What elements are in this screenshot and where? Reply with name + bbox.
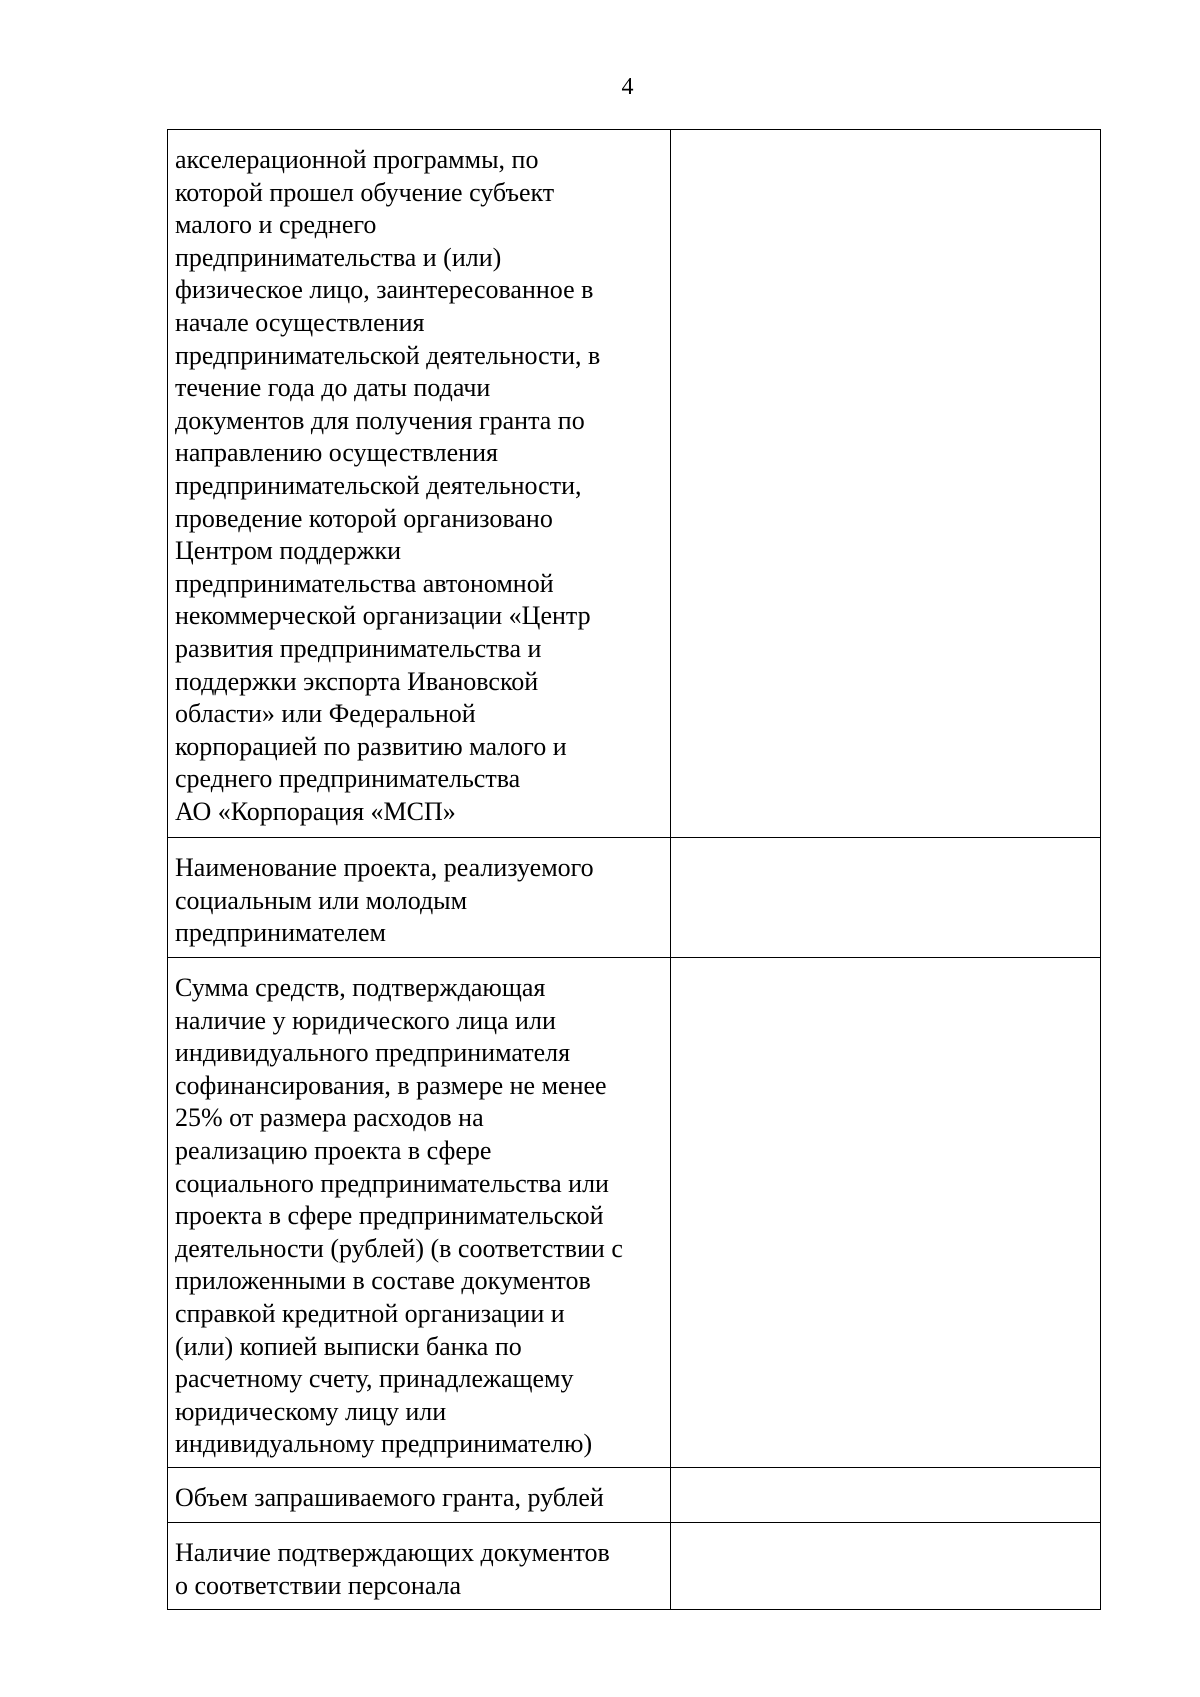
application-form-table — [167, 129, 1101, 1610]
table-row-staff-documents — [168, 1523, 1101, 1610]
row-label: акселерационной программы, по которой прошел обучение субъект малого и среднего предпринимательства и (или) физическое лицо, заинтересованное в начале осуществления предпринимательской деятельности, в течение года до даты подачи документов для получения гранта по направлению осуществления предпринимательской деятельности, проведение которой организовано Центром поддержки предпринимательства автономной некоммерческой организации «Центр развития предпринимательства и поддержки экспорта Ивановской области» или Федеральной корпорацией по развитию малого и среднего предпринимательства АО «Корпорация «МСП» — [175, 145, 601, 826]
row-label-cell — [168, 958, 671, 1468]
row-value-cell[interactable] — [671, 838, 1101, 958]
row-label-cell — [168, 1523, 671, 1610]
table-row-accelerator-program — [168, 130, 1101, 838]
table-row-cofinancing-amount — [168, 958, 1101, 1468]
row-label-cell — [168, 1468, 671, 1523]
table-row-grant-amount — [168, 1468, 1101, 1523]
row-label: Наименование проекта, реализуемого социальным или молодым предпринимателем — [175, 853, 594, 948]
table-row-project-name — [168, 838, 1101, 958]
row-label-cell — [168, 130, 671, 838]
row-label-cell — [168, 838, 671, 958]
page-number: 4 — [621, 74, 634, 100]
row-label: Объем запрашиваемого гранта, рублей — [175, 1483, 604, 1512]
row-value-cell[interactable] — [671, 1523, 1101, 1610]
row-value-cell[interactable] — [671, 1468, 1101, 1523]
row-value-cell[interactable] — [671, 958, 1101, 1468]
row-label: Наличие подтверждающих документов о соответствии персонала — [175, 1538, 610, 1600]
row-label: Сумма средств, подтверждающая наличие у юридического лица или индивидуального предпринимателя софинансирования, в размере не менее 25% от размера расходов на реализацию проекта в сфере социального предпринимательства или проекта в сфере предпринимательской деятельности (рублей) (в соответствии с приложенными в составе документов справкой кредитной организации и (или) копией выписки банка по расчетному счету, принадлежащему юридическому лицу или индивидуальному предпринимателю) — [175, 973, 623, 1459]
row-value-cell[interactable] — [671, 130, 1101, 838]
